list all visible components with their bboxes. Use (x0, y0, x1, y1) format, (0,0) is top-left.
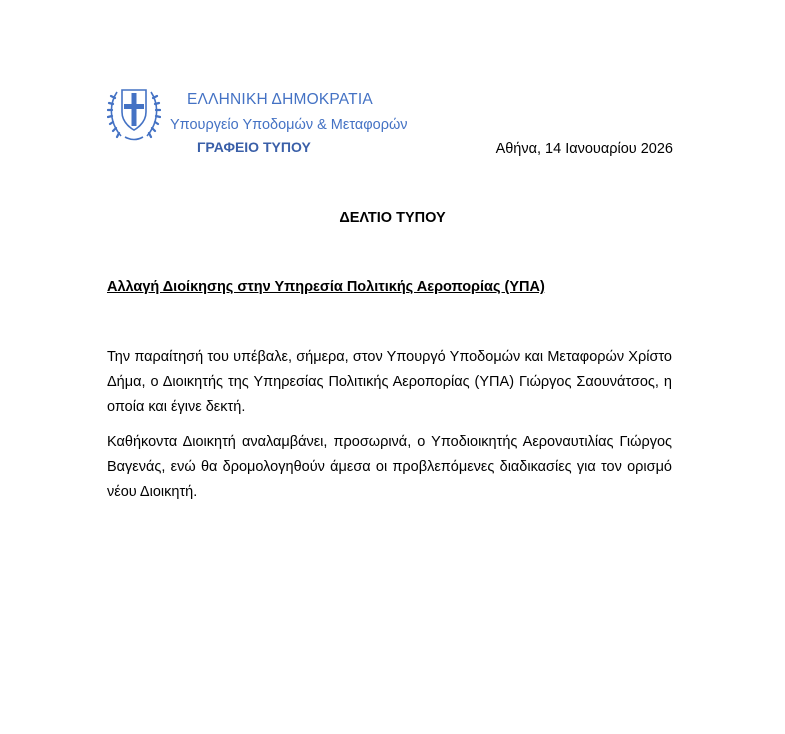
body-paragraph: Την παραίτησή του υπέβαλε, σήμερα, στον Υπουργό Υποδομών και Μεταφορών Χρίστο Δήμα, ο Διοικητής της Υπηρεσίας Πολιτικής Αεροπορίας (ΥΠΑ) Γιώργος Σαουνάτσος, η οποία και έγινε δεκτή. (107, 349, 672, 415)
body-text (107, 345, 672, 515)
letterhead (107, 82, 427, 162)
org-country: ΕΛΛΗΝΙΚΗ ΔΗΜΟΚΡΑΤΙΑ (187, 91, 373, 108)
greek-coat-of-arms-icon (107, 82, 161, 144)
document-date: Αθήνα, 14 Ιανουαρίου 2026 (495, 141, 673, 157)
org-ministry: Υπουργείο Υποδομών & Μεταφορών (170, 117, 408, 133)
document-title: ΔΕΛΤΙΟ ΤΥΠΟΥ (339, 210, 446, 226)
body-paragraph: Καθήκοντα Διοικητή αναλαμβάνει, προσωρινά, ο Υποδιοικητής Αεροναυτιλίας Γιώργος Βαγενάς, ενώ θα δρομολογηθούν άμεσα οι προβλεπόμενες διαδικασίες για τον ορισμό νέου Διοικητή. (107, 434, 672, 500)
press-release-headline: Αλλαγή Διοίκησης στην Υπηρεσία Πολιτικής Αεροπορίας (ΥΠΑ) (107, 279, 545, 295)
org-press-office: ΓΡΑΦΕΙΟ ΤΥΠΟΥ (197, 139, 311, 155)
